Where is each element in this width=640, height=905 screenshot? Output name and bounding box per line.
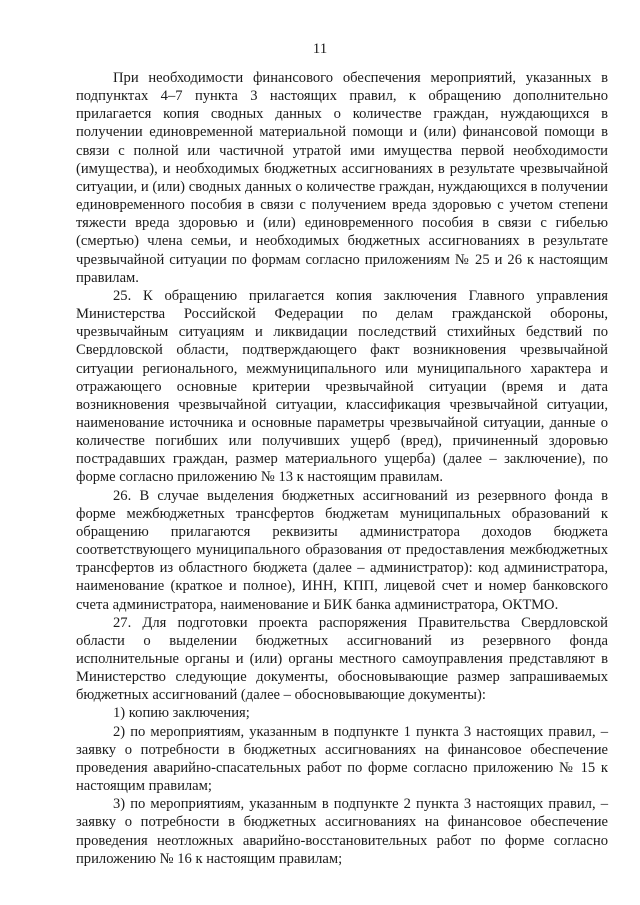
paragraph-25-conclusion-copy: 25. К обращению прилагается копия заключения Главного управления Министерства Российской Федерации по делам гражданской обороны, чрезвычайным ситуациям и ликвидации последствий стихийных бедствий по Свердловской области, подтверждающего факт возникновения чрезвычайной ситуации регионального, межмуниципального или муниципального характера и отражающего основные критерии чрезвычайной ситуации (время и дата возникновения чрезвычайной ситуации, классификация чрезвычайной ситуации, наименование источника и основные параметры чрезвычайной ситуации, данные о количестве погибших или получивших ущерб (вред), причиненный здоровью пострадавших граждан, размер материального ущерба) (далее – заключение), по форме согласно приложению № 13 к настоящим правилам. (76, 287, 608, 486)
list-item-3: 3) по мероприятиям, указанным в подпункте 2 пункта 3 настоящих правил, – заявку о потребности в бюджетных ассигнованиях на финансовое обеспечение проведения неотложных аварийно-восстановительных работ по форме согласно приложению № 16 к настоящим правилам; (76, 796, 608, 867)
paragraph-27-supporting-documents: 27. Для подготовки проекта распоряжения Правительства Свердловской области о выделении бюджетных ассигнований из резервного фонда исполнительные органы и (или) органы местного самоуправления представляют в Министерство следующие документы, обосновывающие размер запрашиваемых бюджетных ассигнований (далее – обосновывающие документы): (76, 614, 608, 704)
paragraph-supplementary-data: При необходимости финансового обеспечения мероприятий, указанных в подпунктах 4–7 пункта 3 настоящих правил, к обращению дополнительно прилагается копия сводных данных о количестве граждан, нуждающихся в получении единовременной материальной помощи и (или) финансовой помощи в связи с полной или частичной утратой ими имущества первой необходимости (имущества), и необходимых бюджетных ассигнованиях в результате чрезвычайной ситуации, и (или) сводных данных о количестве граждан, нуждающихся в получении единовременного пособия в связи с получением вреда здоровью с учетом степени тяжести вреда здоровью и (или) единовременного пособия в связи с гибелью (смертью) члена семьи, и необходимых бюджетных ассигнованиях в результате чрезвычайной ситуации по формам согласно приложениям № 25 и 26 к настоящим правилам. (76, 70, 608, 286)
page-number: 11 (312, 41, 328, 57)
list-item-1: 1) копию заключения; (113, 705, 250, 722)
paragraph-26-administrator-details: 26. В случае выделения бюджетных ассигнований из резервного фонда в форме межбюджетных трансфертов бюджетам муниципальных образований к обращению прилагаются реквизиты администратора доходов бюджета соответствующего муниципального образования от предоставления межбюджетных трансфертов из областного бюджета (далее – администратор): код администратора, наименование (краткое и полное), ИНН, КПП, лицевой счет и номер банковского счета администратора, наименование и БИК банка администратора, ОКТМО. (76, 487, 608, 613)
list-item-2: 2) по мероприятиям, указанным в подпункте 1 пункта 3 настоящих правил, – заявку о потребности в бюджетных ассигнованиях на финансовое обеспечение проведения аварийно-спасательных работ по форме согласно приложению № 15 к настоящим правилам; (76, 723, 608, 795)
document-body (76, 69, 608, 868)
